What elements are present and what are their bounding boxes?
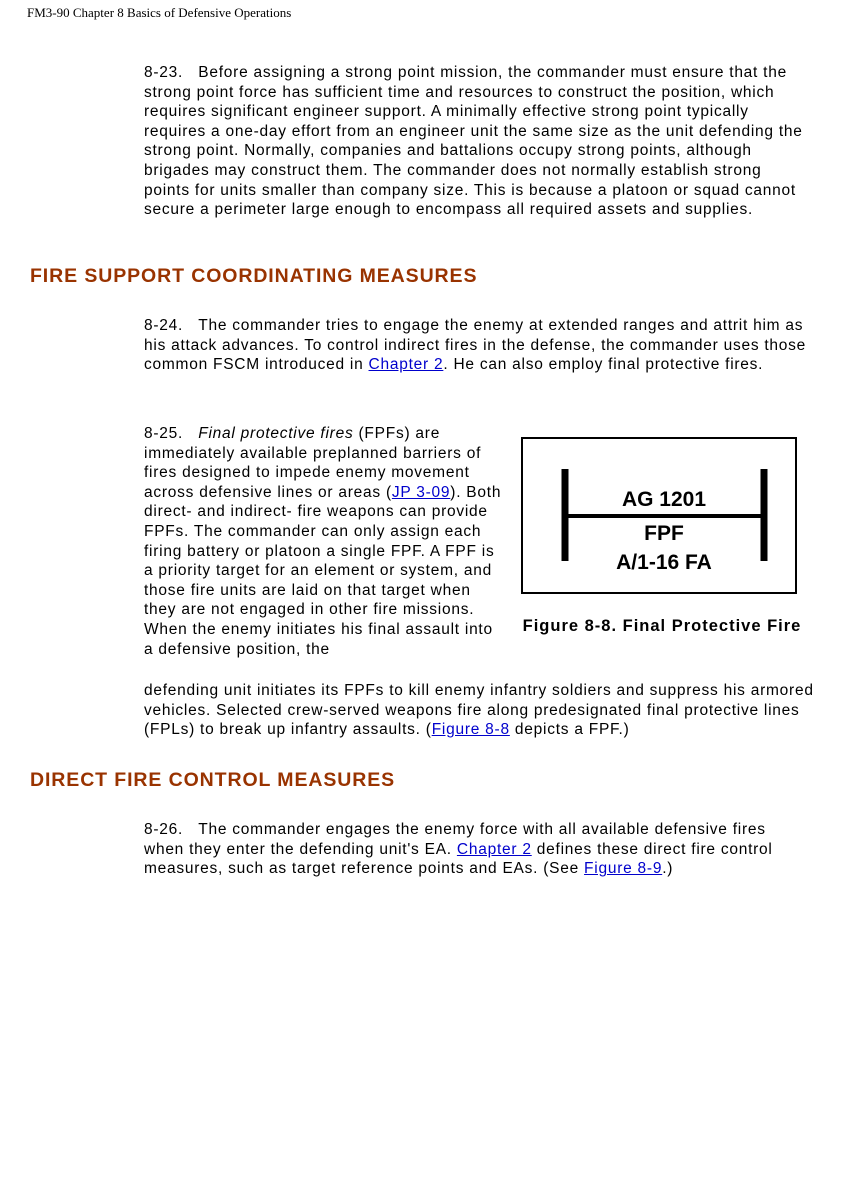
paragraph-8-25-continued: defending unit initiates its FPFs to kill enemy infantry soldiers and suppress his armored vehicles. Selected crew-served weapons fire along predesignated final protective lines (FPLs) to break up infantry assaults. (Figure 8-8 depicts a FPF.) xyxy=(144,682,814,739)
running-header: FM3-90 Chapter 8 Basics of Defensive Operations xyxy=(27,5,292,20)
paragraph-text: Before assigning a strong point mission, the commander must ensure that the strong point force has sufficient time and resources to construct the position, which requires significant engineer support. A minimally effective strong point typically requires a one-day effort from an engineer unit the same size as the unit defending the strong point. Normally, companies and battalions occupy strong points, although brigades may construct them. The commander does not normally establish strong points for units smaller than company size. This is because a platoon or squad cannot secure a perimeter large enough to encompass all required assets and supplies. xyxy=(144,64,803,219)
paragraph-8-26: 8-26. The commander engages the enemy force with all available defensive fires when they enter the defending unit's EA. Chapter 2 defines these direct fire control measures, such as target reference points and EAs. (See Figure 8-9.) xyxy=(144,821,773,878)
chapter-2-link[interactable]: Chapter 2 xyxy=(456,840,532,858)
paragraph-number: 8-23. xyxy=(144,64,184,81)
paragraph-8-23 xyxy=(144,63,809,220)
jp-3-09-link[interactable]: JP 3-09 xyxy=(391,483,451,501)
fpf-label: FPF xyxy=(644,522,684,545)
figure-8-8-link[interactable]: Figure 8-8 xyxy=(431,721,510,739)
paragraph-8-24: 8-24. The commander tries to engage the enemy at extended ranges and attrit him as his attack advances. To control indirect fires in the defense, the commander uses those common FSCM introduced in Chapter 2. He can also employ final protective fires. xyxy=(144,317,807,374)
fpf-figure xyxy=(521,437,797,594)
defined-term: Final protective fires xyxy=(198,425,354,442)
fpf-target-number: AG 1201 xyxy=(621,488,707,511)
paragraph-8-25: 8-25. Final protective fires (FPFs) are immediately available preplanned barriers of fires designed to impede enemy movement across defensive lines or areas (JP 3-09). Both direct- and indirect- fire weapons can provide FPFs. The commander can only assign each firing battery or platoon a single FPF. A FPF is a priority target for an element or system, and those fire units are laid on that target when they are not engaged in other fire missions. When the enemy initiates his final assault into a defensive position, the xyxy=(144,425,502,658)
section-heading-fscm: FIRE SUPPORT COORDINATING MEASURES xyxy=(30,265,478,287)
figure-8-9-link[interactable]: Figure 8-9 xyxy=(584,860,663,878)
figure-caption: Figure 8-8. Final Protective Fire xyxy=(522,617,802,635)
fpf-unit: A/1-16 FA xyxy=(616,551,712,574)
fpf-symbol xyxy=(523,439,795,592)
section-heading-dfcm: DIRECT FIRE CONTROL MEASURES xyxy=(30,769,396,791)
paragraph-number: 8-24. xyxy=(144,317,184,334)
paragraph-number: 8-25. xyxy=(144,425,184,442)
chapter-2-link[interactable]: Chapter 2 xyxy=(368,356,444,374)
paragraph-number: 8-26. xyxy=(144,821,184,838)
